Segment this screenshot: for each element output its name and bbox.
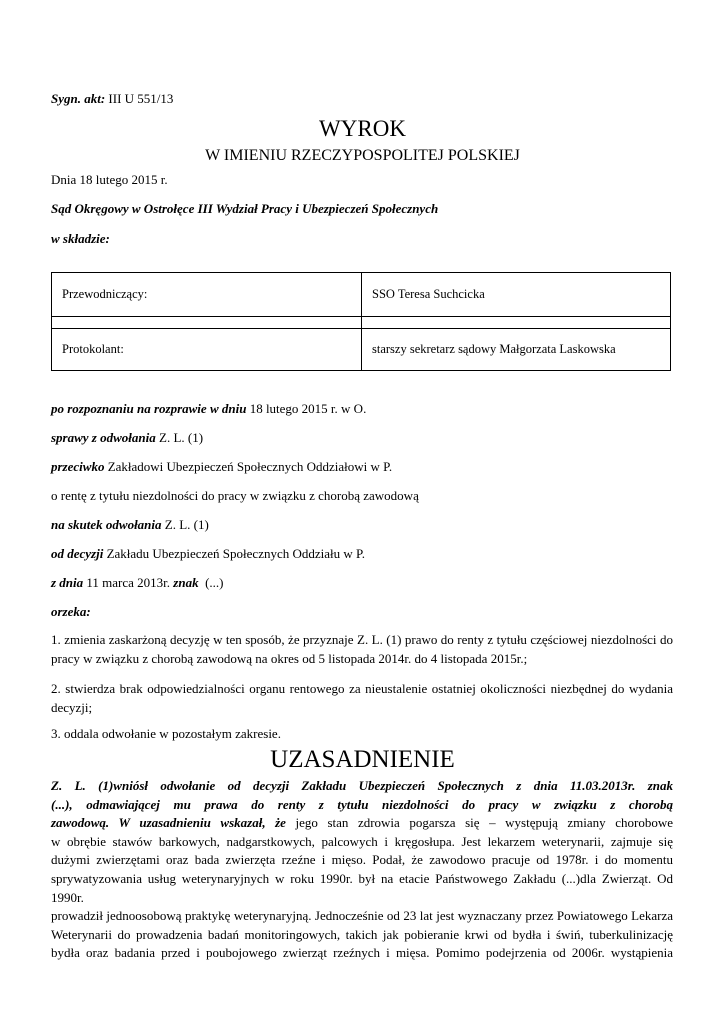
justification-line: prowadził jednoosobową praktykę weterynaryjną. Jednocześnie od 23 lat jest wyznaczany przez Powiatowego Lekarza (51, 908, 673, 924)
court-name: Sąd Okręgowy w Ostrołęce III Wydział Pracy i Ubezpieczeń Społecznych (51, 201, 439, 216)
ruling-item-2: 2. stwierdza brak odpowiedzialności organu rentowego za nieustalenie ostatniej okoliczności niezbędnej do wydania decyzji; (51, 681, 673, 715)
decision-label: od decyzji (51, 546, 104, 561)
clerk-value: starszy sekretarz sądowy Małgorzata Laskowska (372, 341, 616, 356)
chair-label: Przewodniczący: (52, 273, 362, 316)
justification-line: (...), odmawiającej mu prawa do renty z tytułu niezdolności do pracy w związku z chorobą (51, 796, 673, 812)
justification-line-bold: zawodową. W uzasadnieniu wskazał, że (51, 815, 286, 831)
subject-line: o rentę z tytułu niezdolności do pracy w związku z chorobą zawodową (51, 488, 419, 503)
justification-line: Z. L. (1)wniósł odwołanie od decyzji Zakładu Ubezpieczeń Społecznych z dnia 11.03.2013r. znak (51, 778, 673, 793)
case-signature (51, 91, 173, 107)
due-label: na skutek odwołania (51, 517, 162, 532)
document-subtitle: W IMIENIU RZECZYPOSPOLITEJ POLSKIEJ (205, 147, 520, 164)
sign-label: znak (173, 575, 199, 590)
justification-body (51, 777, 673, 963)
panel-label: w składzie: (51, 231, 110, 246)
against-line (51, 459, 392, 475)
appeal-value: Z. L. (1) (159, 430, 204, 445)
justification-line: bydła oraz badania przed i poubojowego zwierząt rzeźnych i mięsa. Pomimo podejrzenia od 2006r. wystąpienia (51, 945, 673, 961)
justification-line: dużymi zwierzętami oraz bada zwierzęta rzeźne i mięso. Podał, że zawodowo pracuje od 1978r. i do momentu (51, 852, 673, 868)
document-title: WYROK (319, 116, 406, 141)
decision-date-value: 11 marca 2013r. (86, 575, 171, 590)
justification-line (51, 814, 673, 833)
appeal-label: sprawy z odwołania (51, 430, 156, 445)
judgment-date: Dnia 18 lutego 2015 r. (51, 172, 168, 187)
case-signature-value: III U 551/13 (108, 91, 174, 106)
decision-line (51, 546, 365, 562)
hearing-value: 18 lutego 2015 r. w O. (249, 401, 367, 416)
rules-label: orzeka: (51, 604, 91, 619)
hearing-line (51, 401, 366, 417)
decision-date-line (51, 575, 224, 591)
spacer-cell (362, 316, 669, 328)
ruling-item-3: 3. oddala odwołanie w pozostałym zakresie. (51, 726, 281, 741)
justification-line: sprywatyzowania usług weterynaryjnych w roku 1990r. był na etacie Państwowego Zakładu (...)dla Zwierząt. Od 1990r. (51, 870, 673, 905)
sign-value: (...) (205, 575, 224, 590)
table-row (52, 328, 670, 370)
due-value: Z. L. (1) (164, 517, 209, 532)
hearing-label: po rozpoznaniu na rozprawie w dniu (51, 401, 247, 416)
appeal-line (51, 430, 203, 446)
spacer-cell (52, 316, 362, 328)
panel-table (51, 272, 671, 371)
due-line (51, 517, 209, 533)
against-label: przeciwko (51, 459, 105, 474)
against-value: Zakładowi Ubezpieczeń Społecznych Oddziałowi w P. (107, 459, 393, 474)
justification-line: Weterynarii do prowadzenia badań monitoringowych, takich jak pobieranie krwi od bydła i świń, tuberkulinizację (51, 926, 673, 942)
case-signature-label: Sygn. akt: (51, 91, 106, 106)
ruling-item-1: 1. zmienia zaskarżoną decyzję w ten sposób, że przyznaje Z. L. (1) prawo do renty z tytułu częściowej niezdolności do pracy w związku z chorobą zawodową na okres od 5 listopada 2014r. do 4 listopada 2015r.; (51, 632, 673, 666)
justification-line-rest: jego stan zdrowia pogarsza się – występują zmiany chorobowe (285, 815, 673, 831)
chair-value: SSO Teresa Suchcicka (372, 287, 485, 301)
decision-date-label: z dnia (51, 575, 84, 590)
table-row (52, 273, 670, 317)
justification-heading: UZASADNIENIE (270, 746, 455, 773)
justification-line: w obrębie stawów barkowych, nadgarstkowych, palcowych i kręgosłupa. Jest lekarzem weterynarii, zajmuje się (51, 833, 673, 849)
decision-value: Zakładu Ubezpieczeń Społecznych Oddziału w P. (106, 546, 366, 561)
clerk-label: Protokolant: (52, 328, 362, 370)
